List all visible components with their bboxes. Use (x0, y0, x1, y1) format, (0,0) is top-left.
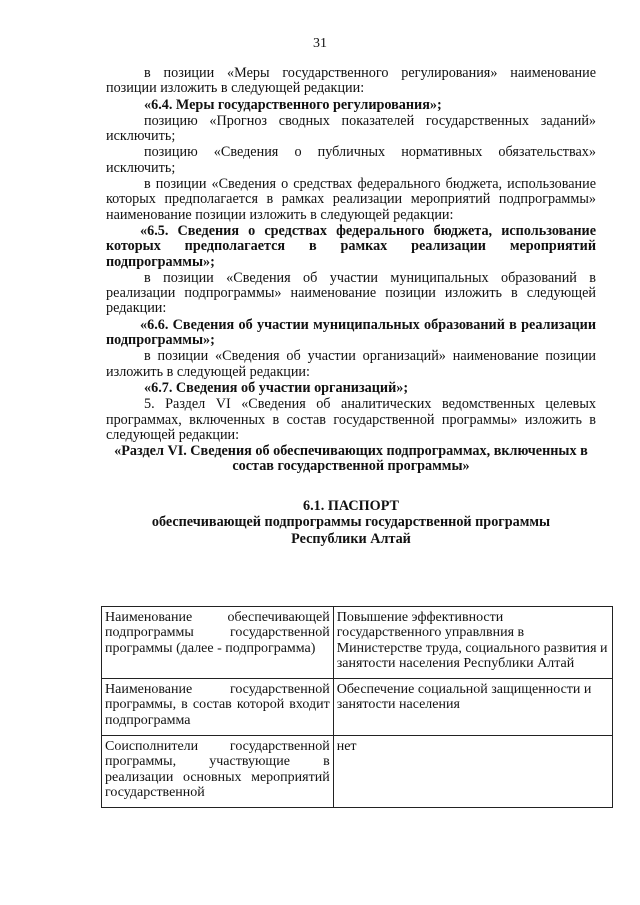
body-paragraph: позицию «Сведения о публичных нормативных обязательствах» исключить; (106, 144, 596, 176)
body-paragraph-bold: «6.7. Сведения об участии организаций»; (144, 379, 409, 396)
body-paragraph-bold: «6.4. Меры государственного регулирования»; (144, 96, 442, 113)
table-cell-label: Наименование обеспечивающей подпрограммы государственной программы (далее - подпрограмма) (102, 607, 334, 679)
passport-subheading: Республики Алтай (291, 530, 411, 547)
table-row (102, 736, 613, 808)
table-cell-value: Повышение эффективности государственного управлвния в Министерстве труда, социального развития и занятости населения Республики Алтай (333, 607, 612, 679)
passport-heading: 6.1. ПАСПОРТ (302, 497, 400, 514)
passport-subheading: обеспечивающей подпрограммы государственной программы (151, 514, 551, 531)
table-cell-value: Обеспечение социальной защищенности и занятости населения (333, 679, 612, 736)
table-cell-label: Наименование государственной программы, в состав которой входит подпрограмма (102, 679, 334, 736)
body-paragraph-bold: «6.6. Сведения об участии муниципальных образований в реализации подпрограммы»; (106, 316, 596, 349)
body-paragraph: в позиции «Сведения о средствах федерального бюджета, использование которых предполагается в рамках реализации мероприятий подпрограммы» наименование позиции изложить в следующей редакции: (106, 176, 596, 223)
section-title: «Раздел VI. Сведения об обеспечивающих подпрограммах, включенных в состав государственной программы» (114, 443, 588, 475)
body-paragraph: позицию «Прогноз сводных показателей государственных заданий» исключить; (106, 112, 596, 145)
body-paragraph: 5. Раздел VI «Сведения об аналитических ведомственных целевых программах, включенных в состав государственной программы» изложить в следующей редакции: (106, 396, 596, 443)
body-paragraph: в позиции «Меры государственного регулирования» наименование позиции изложить в следующей редакции: (106, 65, 596, 97)
table-cell-value: нет (333, 736, 612, 808)
body-paragraph: в позиции «Сведения об участии организаций» наименование позиции изложить в следующей редакции: (106, 348, 596, 380)
page-number: 31 (313, 36, 327, 51)
body-paragraph-bold: «6.5. Сведения о средствах федерального бюджета, использование которых предполагается в рамках реализации мероприятий подпрограммы»; (106, 222, 596, 270)
table-row (102, 679, 613, 736)
document-body (106, 66, 596, 547)
table-cell-label: Соисполнители государственной программы, участвующие в реализации основных мероприятий государственной (102, 736, 334, 808)
passport-table (101, 606, 613, 808)
body-paragraph: в позиции «Сведения об участии муниципальных образований в реализации подпрограммы» наименование позиции изложить в следующей редакции: (106, 269, 596, 317)
table-row (102, 607, 613, 679)
